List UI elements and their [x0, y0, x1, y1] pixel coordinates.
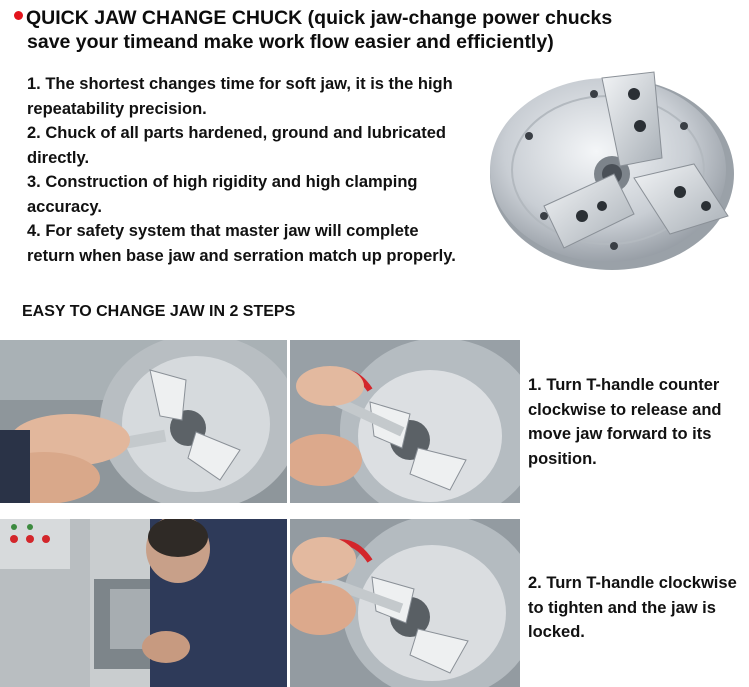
feature-item: 2. Chuck of all parts hardened, ground and lubricated directly.	[27, 124, 446, 167]
step-2-text: 2. Turn T-handle clockwise to tighten and the jaw is locked.	[528, 574, 737, 641]
feature-item: 1. The shortest changes time for soft jaw, it is the high repeatability precision.	[27, 75, 453, 118]
photo-tighten-jaw	[290, 519, 520, 687]
photo-release-chuck	[0, 340, 287, 503]
feature-list	[27, 72, 467, 268]
feature-item: 4. For safety system that master jaw will complete return when base jaw and serration match up properly.	[27, 222, 456, 265]
chuck-product-image	[484, 66, 746, 276]
photo-release-jaw	[290, 340, 520, 503]
page-title	[14, 6, 744, 54]
title-line-2: save your timeand make work flow easier and efficiently)	[27, 31, 554, 53]
feature-item: 3. Construction of high rigidity and high clamping accuracy.	[27, 173, 418, 216]
photo-operator-lathe	[0, 519, 287, 687]
step-1-text: 1. Turn T-handle counter clockwise to release and move jaw forward to its position.	[528, 376, 722, 468]
title-line-1: QUICK JAW CHANGE CHUCK (quick jaw-change power chucks	[26, 7, 613, 29]
steps-heading: EASY TO CHANGE JAW IN 2 STEPS	[22, 303, 296, 320]
bullet-icon	[14, 11, 23, 20]
